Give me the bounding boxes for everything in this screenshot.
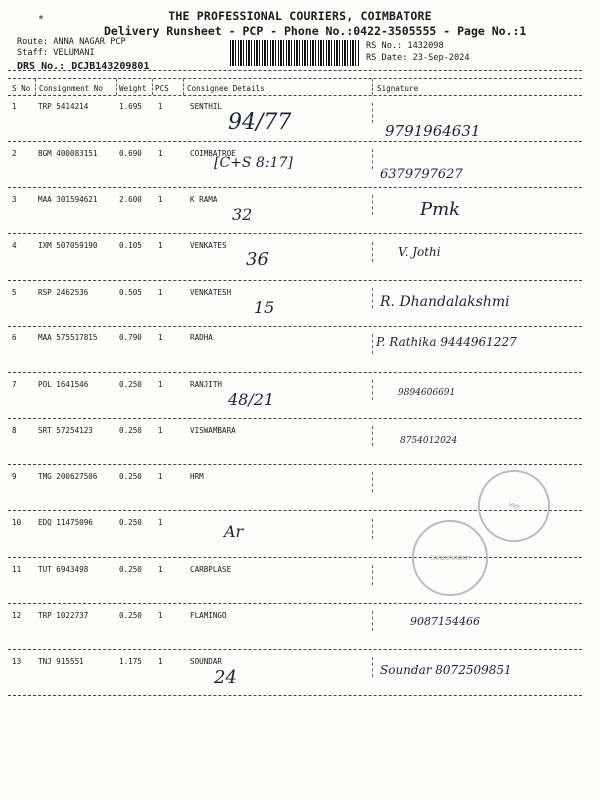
row-handwritten-note: 48/21 bbox=[228, 390, 275, 409]
row-weight: 1.175 bbox=[119, 657, 142, 666]
row-consignment: IXM 507059190 bbox=[38, 241, 98, 250]
row-divider bbox=[8, 603, 582, 604]
row-handwritten-note: 24 bbox=[214, 667, 237, 688]
row-handwritten-note: Ar bbox=[224, 522, 244, 541]
row-sno: 7 bbox=[12, 380, 17, 389]
row-pcs: 1 bbox=[158, 657, 163, 666]
row-weight: 0.105 bbox=[119, 241, 142, 250]
route-value: ANNA NAGAR PCP bbox=[53, 37, 126, 47]
row-handwritten-note: 15 bbox=[254, 298, 275, 317]
col-divider bbox=[372, 79, 373, 95]
row-pcs: 1 bbox=[158, 195, 163, 204]
staff-label: Staff: bbox=[17, 48, 49, 58]
row-handwritten-note: 32 bbox=[232, 205, 253, 224]
row-sno: 10 bbox=[12, 518, 22, 527]
row-sno: 9 bbox=[12, 472, 17, 481]
route-line bbox=[17, 37, 126, 47]
row-consignment: TRP 5414214 bbox=[38, 102, 89, 111]
row-weight: 0.250 bbox=[119, 518, 142, 527]
row-signature: 8754012024 bbox=[400, 436, 458, 446]
row-signature: 9894606691 bbox=[398, 388, 456, 398]
row-consignment: MAA 301594621 bbox=[38, 195, 98, 204]
row-consignee: VENKATES bbox=[190, 241, 227, 250]
row-divider bbox=[8, 141, 582, 142]
row-sno: 4 bbox=[12, 241, 17, 250]
row-signature: P. Rathika 9444961227 bbox=[376, 335, 517, 349]
rs-no-label: RS No.: bbox=[366, 41, 403, 51]
row-sno: 1 bbox=[12, 102, 17, 111]
row-consignment: RSP 2462536 bbox=[38, 288, 89, 297]
row-handwritten-note: [C+S 8:17] bbox=[214, 155, 293, 171]
row-consignment: TNJ 915551 bbox=[38, 657, 84, 666]
row-pcs: 1 bbox=[158, 288, 163, 297]
drs-label: DRS No.: bbox=[17, 61, 66, 72]
row-consignee: VISWAMBARA bbox=[190, 426, 236, 435]
row-consignment: MAA 575517815 bbox=[38, 333, 98, 342]
col-header-consignment: Consignment No bbox=[39, 84, 104, 93]
top-divider bbox=[8, 70, 582, 71]
signature-col-divider bbox=[372, 288, 373, 308]
signature-col-divider bbox=[372, 519, 373, 539]
row-consignee: SENTHIL bbox=[190, 102, 223, 111]
rs-no-value: 1432098 bbox=[407, 41, 444, 51]
row-consignment: TUT 6943498 bbox=[38, 565, 89, 574]
row-pcs: 1 bbox=[158, 472, 163, 481]
row-signature: Pmk bbox=[420, 199, 461, 220]
col-header-sno: S No bbox=[12, 84, 31, 93]
row-consignee: K RAMA bbox=[190, 195, 218, 204]
staff-line bbox=[17, 48, 95, 58]
row-sno: 2 bbox=[12, 149, 17, 158]
row-sno: 3 bbox=[12, 195, 17, 204]
row-pcs: 1 bbox=[158, 565, 163, 574]
row-weight: 0.250 bbox=[119, 472, 142, 481]
col-header-weight: Weight bbox=[119, 84, 147, 93]
row-consignment: BGM 400083151 bbox=[38, 149, 98, 158]
stamp-text: CARBORUNDUM bbox=[430, 554, 470, 562]
signature-col-divider bbox=[372, 103, 373, 123]
row-consignee: RADHA bbox=[190, 333, 213, 342]
row-divider bbox=[8, 649, 582, 650]
row-signature: 9791964631 bbox=[385, 122, 481, 140]
row-weight: 1.695 bbox=[119, 102, 142, 111]
runsheet-subtitle: Delivery Runsheet - PCP - Phone No.:0422-3505555 - Page No.:1 bbox=[104, 24, 527, 38]
col-divider bbox=[183, 79, 184, 95]
row-sno: 8 bbox=[12, 426, 17, 435]
row-weight: 0.690 bbox=[119, 149, 142, 158]
route-label: Route: bbox=[17, 37, 49, 47]
row-weight: 0.250 bbox=[119, 380, 142, 389]
row-signature: R. Dhandalakshmi bbox=[380, 294, 510, 310]
row-consignee: CARBPLASE bbox=[190, 565, 232, 574]
drs-value: DCJB143209801 bbox=[71, 61, 150, 72]
row-consignee: HRM bbox=[190, 472, 204, 481]
row-sno: 5 bbox=[12, 288, 17, 297]
col-divider bbox=[116, 79, 117, 95]
row-consignment: TRP 1022737 bbox=[38, 611, 89, 620]
row-signature: V. Jothi bbox=[398, 245, 441, 259]
row-weight: 0.250 bbox=[119, 426, 142, 435]
row-handwritten-note: 36 bbox=[246, 249, 269, 270]
row-divider bbox=[8, 233, 582, 234]
row-consignee: RANJITH bbox=[190, 380, 223, 389]
col-header-consignee: Consignee Details bbox=[187, 84, 265, 93]
row-pcs: 1 bbox=[158, 380, 163, 389]
signature-col-divider bbox=[372, 334, 373, 354]
row-consignee: VENKATESH bbox=[190, 288, 232, 297]
rs-date-line bbox=[366, 53, 470, 63]
signature-col-divider bbox=[372, 195, 373, 215]
row-weight: 0.790 bbox=[119, 333, 142, 342]
row-pcs: 1 bbox=[158, 102, 163, 111]
row-pcs: 1 bbox=[158, 518, 163, 527]
header-bottom-rule bbox=[8, 95, 582, 96]
row-consignee: FLAMINGO bbox=[190, 611, 227, 620]
row-pcs: 1 bbox=[158, 426, 163, 435]
col-divider bbox=[35, 79, 36, 95]
row-consignment: POL 1641546 bbox=[38, 380, 89, 389]
row-weight: 2.600 bbox=[119, 195, 142, 204]
row-sno: 11 bbox=[12, 565, 22, 574]
signature-col-divider bbox=[372, 149, 373, 169]
rs-date-value: 23-Sep-2024 bbox=[412, 53, 470, 63]
col-divider bbox=[152, 79, 153, 95]
signature-col-divider bbox=[372, 242, 373, 262]
row-sno: 13 bbox=[12, 657, 22, 666]
row-pcs: 1 bbox=[158, 333, 163, 342]
signature-col-divider bbox=[372, 380, 373, 400]
row-weight: 0.505 bbox=[119, 288, 142, 297]
row-pcs: 1 bbox=[158, 611, 163, 620]
signature-col-divider bbox=[372, 565, 373, 585]
row-pcs: 1 bbox=[158, 149, 163, 158]
row-weight: 0.250 bbox=[119, 565, 142, 574]
col-header-pcs: PCS bbox=[155, 84, 169, 93]
row-consignment: EDQ 11475096 bbox=[38, 518, 93, 527]
row-sno: 12 bbox=[12, 611, 22, 620]
rs-date-label: RS Date: bbox=[366, 53, 408, 63]
header-top-rule bbox=[8, 78, 582, 79]
row-handwritten-note: 94/77 bbox=[228, 110, 292, 135]
staff-value: VELUMANI bbox=[53, 48, 95, 58]
row-signature: Soundar 8072509851 bbox=[380, 663, 512, 677]
header-mark: * bbox=[38, 14, 45, 25]
row-signature: 9087154466 bbox=[410, 615, 480, 628]
col-header-signature: Signature bbox=[377, 84, 419, 93]
row-signature: 6379797627 bbox=[380, 167, 463, 182]
row-pcs: 1 bbox=[158, 241, 163, 250]
row-divider bbox=[8, 695, 582, 696]
barcode bbox=[230, 40, 360, 66]
row-sno: 6 bbox=[12, 333, 17, 342]
signature-col-divider bbox=[372, 611, 373, 631]
row-divider bbox=[8, 418, 582, 419]
stamp-text: HRM bbox=[507, 500, 521, 512]
rs-no-line bbox=[366, 41, 444, 51]
company-stamp bbox=[412, 520, 488, 596]
row-consignee: SOUNDAR bbox=[190, 657, 223, 666]
signature-col-divider bbox=[372, 472, 373, 492]
row-divider bbox=[8, 326, 582, 327]
signature-col-divider bbox=[372, 426, 373, 446]
row-consignment: SRT 57254123 bbox=[38, 426, 93, 435]
company-title: THE PROFESSIONAL COURIERS, COIMBATORE bbox=[168, 9, 432, 23]
row-divider bbox=[8, 187, 582, 188]
row-divider bbox=[8, 372, 582, 373]
row-divider bbox=[8, 464, 582, 465]
row-divider bbox=[8, 557, 582, 558]
row-divider bbox=[8, 280, 582, 281]
signature-col-divider bbox=[372, 657, 373, 677]
row-consignment: TMG 200627506 bbox=[38, 472, 98, 481]
row-weight: 0.250 bbox=[119, 611, 142, 620]
row-consignee: COIMBATROE bbox=[190, 149, 236, 158]
